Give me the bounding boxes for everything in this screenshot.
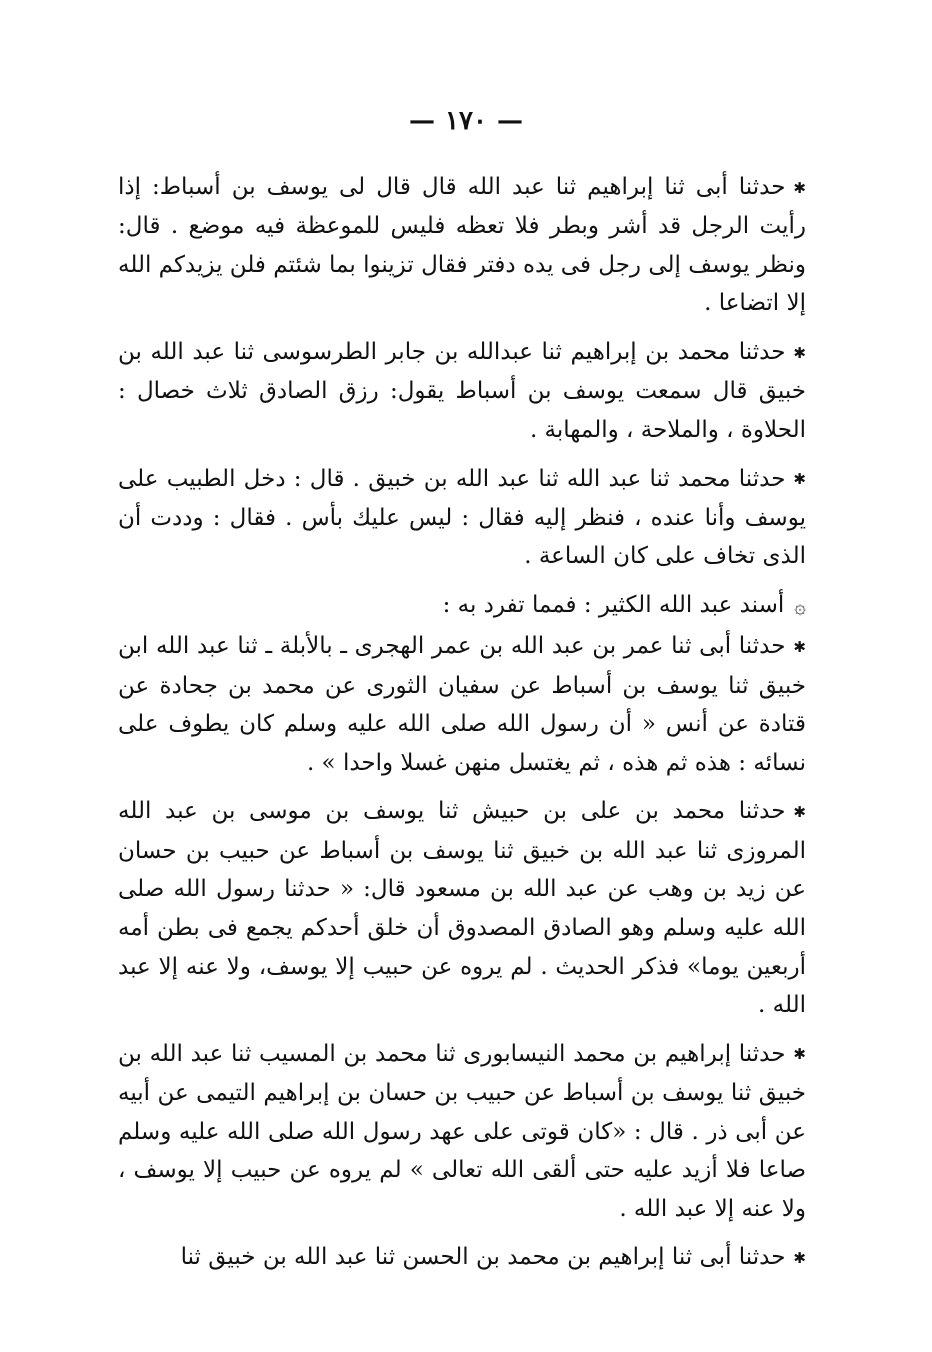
asterisk-bullet-icon: ✱ <box>793 1045 806 1064</box>
paragraph <box>118 333 806 449</box>
ornament-icon: ۞ <box>794 593 806 618</box>
paragraph-text: حدثنا أبى ثنا إبراهيم بن محمد بن الحسن ثنا عبد الله بن خبيق ثنا <box>180 1244 786 1271</box>
paragraph <box>118 627 806 782</box>
paragraph-text: حدثنا أبى ثنا إبراهيم ثنا عبد الله قال قال لى يوسف بن أسباط: إذا رأيت الرجل قد أشر وبطر فلا تعظه فليس للموعظة فيه موضع . قال: ونظر يوسف إلى رجل فى يده دفتر فقال تزينوا بما شئتم فلن يزيدكم الله إلا اتضاعا . <box>118 174 807 317</box>
paragraph-text: حدثنا أبى ثنا عمر بن عبد الله بن عمر الهجرى ـ بالأبلة ـ ثنا عبد الله ابن خبيق ثنا يوسف بن أسباط عن سفيان الثورى عن محمد بن جحادة عن قتادة عن أنس « أن رسول الله صلى الله عليه وسلم كان يطوف على نسائه : هذه ثم هذه ، ثم يغتسل منهن غسلا واحدا » . <box>118 633 806 776</box>
paragraph <box>118 460 806 576</box>
paragraph-text: حدثنا محمد بن على بن حبيش ثنا يوسف بن موسى بن عبد الله المروزى ثنا عبد الله بن خبيق ثنا يوسف بن أسباط عن حبيب بن حسان عن زيد بن وهب عن عبد الله بن مسعود قال: « حدثنا رسول الله صلى الله عليه وسلم وهو الصادق المصدوق أن خلق أحدكم يجمع فى بطن أمه أربعين يوما» فذكر الحديث . لم يروه عن حبيب إلا يوسف، ولا عنه إلا عبد الله . <box>118 798 806 1019</box>
asterisk-bullet-icon: ✱ <box>793 803 806 822</box>
page-body <box>118 168 806 1288</box>
asterisk-bullet-icon: ✱ <box>793 1249 806 1268</box>
asterisk-bullet-icon: ✱ <box>793 343 806 362</box>
paragraph <box>118 168 806 323</box>
page-number-dash-left: — <box>496 106 523 136</box>
page-number-header <box>0 106 932 136</box>
asterisk-bullet-icon: ✱ <box>793 638 806 657</box>
paragraph-text: حدثنا محمد بن إبراهيم ثنا عبدالله بن جابر الطرسوسى ثنا عبد الله بن خبيق قال سمعت يوسف بن أسباط يقول: رزق الصادق ثلاث خصال : الحلاوة ، والملاحة ، والمهابة . <box>118 339 806 443</box>
paragraph-text: حدثنا إبراهيم بن محمد النيسابورى ثنا محمد بن المسيب ثنا عبد الله بن خبيق ثنا يوسف بن أسباط عن حبيب بن حسان بن إبراهيم التيمى عن أبيه عن أبى ذر . قال : «كان قوتى على عهد رسول الله صلى الله عليه وسلم صاعا فلا أزيد عليه حتى ألقى الله تعالى » لم يروه عن حبيب إلا يوسف ، ولا عنه إلا عبد الله . <box>118 1040 806 1222</box>
paragraph <box>118 1035 806 1229</box>
section-heading <box>118 586 806 625</box>
asterisk-bullet-icon: ✱ <box>793 178 806 197</box>
paragraph <box>118 1238 806 1277</box>
paragraph-text: حدثنا محمد ثنا عبد الله ثنا عبد الله بن خبيق . قال : دخل الطبيب على يوسف وأنا عنده ، فنظر إليه فقال : ليس عليك بأس . فقال : وددت أن الذى تخاف على كان الساعة . <box>118 465 806 570</box>
section-heading-text: أسند عبد الله الكثير : فمما تفرد به : <box>442 592 785 619</box>
asterisk-bullet-icon: ✱ <box>793 470 806 489</box>
page-number-dash-right: — <box>409 106 436 136</box>
paragraph <box>118 792 806 1024</box>
page-number: ١٧٠ <box>445 106 487 136</box>
